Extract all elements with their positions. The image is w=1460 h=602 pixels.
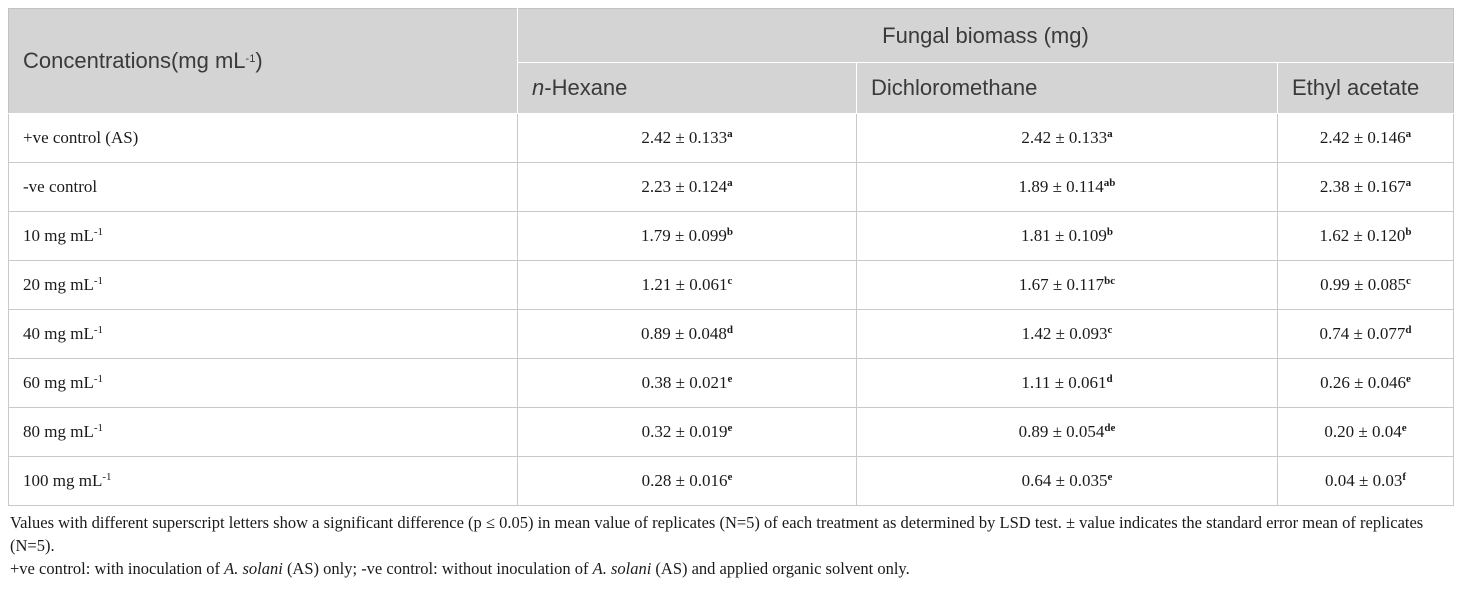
significance-letter: a bbox=[727, 177, 733, 189]
row-label-sup: -1 bbox=[93, 373, 104, 385]
cell-n-hexane bbox=[518, 408, 857, 457]
significance-letter: d bbox=[1405, 324, 1412, 336]
cell-n-hexane-value: 1.79 ± 0.099 bbox=[641, 226, 727, 245]
significance-letter: bc bbox=[1104, 275, 1116, 287]
significance-letter: de bbox=[1104, 422, 1116, 434]
significance-letter: d bbox=[1106, 373, 1113, 385]
row-label-value: 20 mg mL bbox=[23, 275, 94, 294]
cell-n-hexane-value: 0.89 ± 0.048 bbox=[641, 324, 727, 343]
cell-ethyl-acetate bbox=[1278, 114, 1454, 163]
cell-ethyl-acetate bbox=[1278, 408, 1454, 457]
cell-ethyl-acetate-value: 2.42 ± 0.146 bbox=[1319, 128, 1406, 147]
row-label-value: 10 mg mL bbox=[23, 226, 94, 245]
cell-ethyl-acetate-value: 1.62 ± 0.120 bbox=[1319, 226, 1406, 245]
significance-letter: f bbox=[1402, 471, 1406, 483]
header-ethyl-acetate: Ethyl acetate bbox=[1278, 63, 1454, 114]
row-label bbox=[9, 457, 518, 506]
cell-dichloromethane-value: 1.42 ± 0.093 bbox=[1021, 324, 1108, 343]
significance-letter: e bbox=[1107, 471, 1113, 483]
significance-letter: b bbox=[1106, 226, 1113, 238]
table-row bbox=[9, 310, 1454, 359]
significance-letter: e bbox=[1405, 373, 1411, 385]
row-label bbox=[9, 310, 518, 359]
cell-ethyl-acetate bbox=[1278, 261, 1454, 310]
cell-ethyl-acetate-value: 0.04 ± 0.03 bbox=[1324, 471, 1403, 490]
cell-dichloromethane-value: 1.67 ± 0.117 bbox=[1018, 275, 1105, 294]
significance-letter: e bbox=[727, 471, 733, 483]
significance-letter: a bbox=[727, 128, 733, 140]
cell-ethyl-acetate bbox=[1278, 212, 1454, 261]
significance-letter: a bbox=[1405, 177, 1412, 189]
row-label-sup: -1 bbox=[102, 471, 112, 483]
cell-dichloromethane bbox=[857, 457, 1278, 506]
cell-dichloromethane-value: 1.81 ± 0.109 bbox=[1021, 226, 1107, 245]
footnote-controls-part1: +ve control: with inoculation of bbox=[10, 559, 225, 578]
significance-letter: e bbox=[1401, 422, 1407, 434]
cell-dichloromethane-value: 0.89 ± 0.054 bbox=[1018, 422, 1105, 441]
cell-n-hexane bbox=[518, 163, 857, 212]
header-hexane-text: -Hexane bbox=[544, 75, 628, 100]
row-label-value: +ve control (AS) bbox=[23, 128, 139, 147]
cell-dichloromethane bbox=[857, 359, 1278, 408]
row-label bbox=[9, 212, 518, 261]
cell-ethyl-acetate-value: 0.74 ± 0.077 bbox=[1319, 324, 1406, 343]
significance-letter: e bbox=[727, 422, 733, 434]
table-row bbox=[9, 163, 1454, 212]
cell-n-hexane-value: 1.21 ± 0.061 bbox=[641, 275, 728, 294]
table-header bbox=[9, 9, 1454, 114]
header-concentrations-end: ) bbox=[255, 48, 263, 73]
footnote-controls-part3: (AS) and applied organic solvent only. bbox=[651, 559, 910, 578]
footnote-species-1: A. solani bbox=[224, 559, 283, 578]
cell-n-hexane-value: 0.28 ± 0.016 bbox=[641, 471, 728, 490]
cell-dichloromethane bbox=[857, 212, 1278, 261]
significance-letter: e bbox=[727, 373, 733, 385]
header-fungal-biomass: Fungal biomass (mg) bbox=[518, 9, 1454, 63]
row-label-sup: -1 bbox=[93, 226, 104, 238]
cell-dichloromethane-value: 1.89 ± 0.114 bbox=[1018, 177, 1104, 196]
significance-letter: b bbox=[1405, 226, 1412, 238]
row-label-sup: -1 bbox=[93, 324, 104, 336]
row-label-value: 100 mg mL bbox=[23, 471, 103, 490]
footnote-significance: Values with different superscript letters show a significant difference (p ≤ 0.05) in mean value of replicates (N=5) of each treatment as determined by LSD test. ± value indicates the standard error mean of replicates (N=5). bbox=[10, 513, 1424, 555]
header-n-italic: n bbox=[532, 75, 545, 100]
cell-dichloromethane-value: 0.64 ± 0.035 bbox=[1021, 471, 1108, 490]
cell-n-hexane bbox=[518, 114, 857, 163]
cell-ethyl-acetate-value: 0.26 ± 0.046 bbox=[1320, 373, 1406, 392]
fungal-biomass-table bbox=[8, 8, 1454, 506]
table-footnotes bbox=[8, 511, 1453, 580]
row-label-sup: -1 bbox=[93, 275, 104, 287]
significance-letter: c bbox=[1405, 275, 1411, 287]
row-label bbox=[9, 261, 518, 310]
cell-dichloromethane-value: 1.11 ± 0.061 bbox=[1021, 373, 1107, 392]
row-label bbox=[9, 359, 518, 408]
cell-n-hexane bbox=[518, 261, 857, 310]
significance-letter: ab bbox=[1103, 177, 1116, 189]
significance-letter: b bbox=[726, 226, 733, 238]
cell-ethyl-acetate bbox=[1278, 359, 1454, 408]
cell-ethyl-acetate-value: 0.99 ± 0.085 bbox=[1320, 275, 1406, 294]
cell-n-hexane-value: 0.38 ± 0.021 bbox=[641, 373, 728, 392]
header-dichloromethane: Dichloromethane bbox=[857, 63, 1278, 114]
table-body bbox=[9, 114, 1454, 506]
header-n-hexane bbox=[518, 63, 857, 114]
cell-ethyl-acetate bbox=[1278, 310, 1454, 359]
cell-dichloromethane-value: 2.42 ± 0.133 bbox=[1021, 128, 1108, 147]
cell-n-hexane bbox=[518, 212, 857, 261]
cell-n-hexane-value: 2.23 ± 0.124 bbox=[641, 177, 728, 196]
cell-n-hexane-value: 2.42 ± 0.133 bbox=[641, 128, 728, 147]
table-row bbox=[9, 261, 1454, 310]
table-row bbox=[9, 359, 1454, 408]
footnote-controls-part2: (AS) only; -ve control: without inoculation of bbox=[282, 559, 593, 578]
table-row bbox=[9, 114, 1454, 163]
cell-ethyl-acetate bbox=[1278, 163, 1454, 212]
cell-dichloromethane bbox=[857, 310, 1278, 359]
header-concentrations bbox=[9, 9, 518, 114]
significance-letter: d bbox=[726, 324, 733, 336]
cell-n-hexane bbox=[518, 359, 857, 408]
row-label-sup: -1 bbox=[93, 422, 104, 434]
footnote-species-2: A. solani bbox=[592, 559, 652, 578]
significance-letter: a bbox=[1405, 128, 1412, 140]
cell-n-hexane-value: 0.32 ± 0.019 bbox=[641, 422, 728, 441]
footnote-controls bbox=[10, 557, 1453, 580]
cell-ethyl-acetate-value: 2.38 ± 0.167 bbox=[1319, 177, 1406, 196]
significance-letter: c bbox=[1107, 324, 1113, 336]
cell-n-hexane bbox=[518, 457, 857, 506]
significance-letter: a bbox=[1107, 128, 1113, 140]
table-row bbox=[9, 408, 1454, 457]
cell-ethyl-acetate bbox=[1278, 457, 1454, 506]
table-container bbox=[8, 8, 1453, 580]
row-label-value: -ve control bbox=[23, 177, 98, 196]
row-label bbox=[9, 114, 518, 163]
row-label-value: 80 mg mL bbox=[23, 422, 94, 441]
cell-ethyl-acetate-value: 0.20 ± 0.04 bbox=[1324, 422, 1402, 441]
header-concentrations-sup: -1 bbox=[245, 53, 256, 65]
significance-letter: c bbox=[727, 275, 733, 287]
cell-dichloromethane bbox=[857, 261, 1278, 310]
header-concentrations-text: Concentrations(mg mL bbox=[23, 48, 246, 73]
cell-dichloromethane bbox=[857, 114, 1278, 163]
row-label bbox=[9, 408, 518, 457]
table-row bbox=[9, 212, 1454, 261]
row-label-value: 40 mg mL bbox=[23, 324, 94, 343]
cell-dichloromethane bbox=[857, 163, 1278, 212]
cell-n-hexane bbox=[518, 310, 857, 359]
cell-dichloromethane bbox=[857, 408, 1278, 457]
row-label-value: 60 mg mL bbox=[23, 373, 94, 392]
table-row bbox=[9, 457, 1454, 506]
row-label bbox=[9, 163, 518, 212]
